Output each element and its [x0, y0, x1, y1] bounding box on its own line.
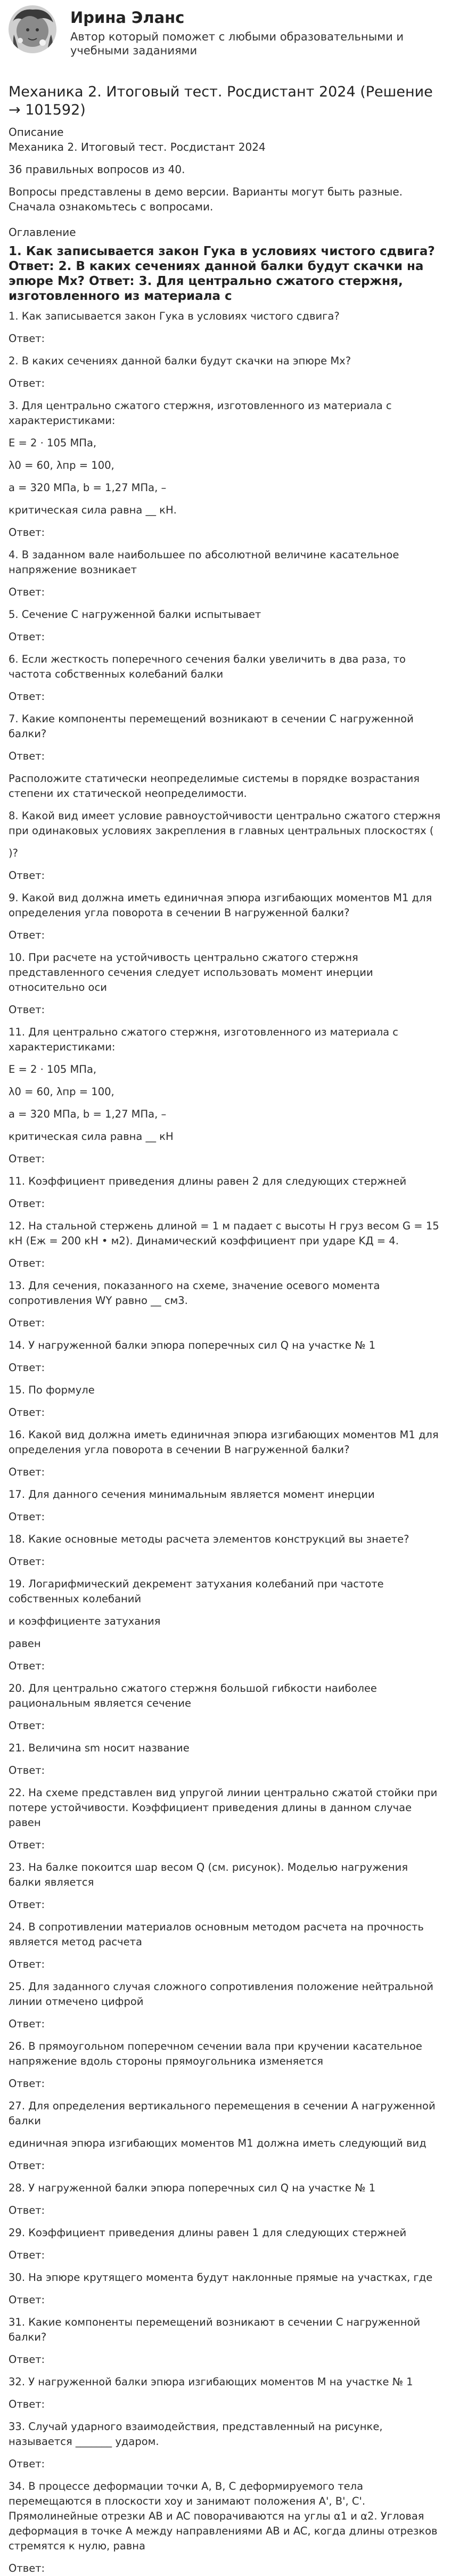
toc-label: Оглавление [9, 226, 76, 239]
question-text: 26. В прямоугольном поперечном сечении вала при кручении касательное напряжение вдоль стороны прямоугольника изменяется [9, 2040, 422, 2067]
question-text: критическая сила равна __ кН. [9, 504, 177, 516]
answer-label: Ответ: [9, 2458, 45, 2470]
question-text: 11. Для центрально сжатого стержня, изготовленного из материала с характеристиками: [9, 1026, 399, 1053]
question-text: 1. Как записывается закон Гука в условиях чистого сдвига? [9, 310, 340, 322]
question-text: 28. У нагруженной балки эпюра поперечных сил Q на участке № 1 [9, 2182, 376, 2194]
question-text: 16. Какой вид должна иметь единичная эпюра изгибающих моментов M1 для определения угла поворота в сечении B нагруженной балки? [9, 1429, 439, 1456]
question-text: 32. У нагруженной балки эпюра изгибающих моментов M на участке № 1 [9, 2376, 413, 2388]
answer-label: Ответ: [9, 929, 45, 941]
author-card [9, 0, 442, 63]
question-text: a = 320 МПа, b = 1,27 МПа, – [9, 1108, 167, 1120]
answer-label: Ответ: [9, 1660, 45, 1672]
demo-note: Вопросы представлены в демо версии. Варианты могут быть разные. Сначала ознакомьтесь с вопросами. [9, 185, 403, 213]
answer-label: Ответ: [9, 2353, 45, 2366]
author-description: Автор который поможет с любыми образовательными и учебными заданиями [70, 30, 404, 57]
question-text: 8. Какой вид имеет условие равноустойчивости центрально сжатого стержня при одинаковых условиях закрепления в главных центральных плоскостях ( [9, 810, 441, 837]
answer-label: Ответ: [9, 1406, 45, 1419]
author-name[interactable]: Ирина Эланс [70, 9, 185, 27]
question-text: λ0 = 60, λпр = 100, [9, 1086, 114, 1098]
question-text: критическая сила равна __ кН [9, 1130, 174, 1143]
question-text: 30. На эпюре крутящего момента будут наклонные прямые на участках, где [9, 2271, 433, 2284]
answer-label: Ответ: [9, 1764, 45, 1776]
answer-label: Ответ: [9, 2077, 45, 2090]
page-title: Механика 2. Итоговый тест. Росдистант 2024 (Решение → 101592) [9, 84, 433, 118]
question-text: E = 2 · 105 МПа, [9, 1063, 97, 1075]
question-text: 12. На стальной стержень длиной = 1 м падает с высоты H груз весом G = 15 кН (Eж = 200 кН • м2). Динамический коэффициент при ударе KД = 4. [9, 1220, 439, 1247]
answer-label: Ответ: [9, 1555, 45, 1568]
question-text: 33. Случай ударного взаимодействия, представленный на рисунке, называется _______ ударом. [9, 2420, 383, 2448]
answer-label: Ответ: [9, 1257, 45, 1269]
author-info [70, 5, 411, 58]
answer-label: Ответ: [9, 332, 45, 345]
question-text: 27. Для определения вертикального перемещения в сечении A нагруженной балки [9, 2100, 436, 2127]
question-text: 18. Какие основные методы расчета элементов конструкций вы знаете? [9, 1533, 409, 1545]
answer-label: Ответ: [9, 2562, 45, 2574]
answer-label: Ответ: [9, 1719, 45, 1732]
question-text: )? [9, 847, 18, 859]
question-text: 3. Для центрально сжатого стержня, изготовленного из материала с характеристиками: [9, 400, 392, 427]
question-text: 9. Какой вид должна иметь единичная эпюра изгибающих моментов M1 для определения угла поворота в сечении B нагруженной балки? [9, 892, 432, 919]
answer-label: Ответ: [9, 690, 45, 703]
answer-label: Ответ: [9, 1153, 45, 1165]
answer-label: Ответ: [9, 2204, 45, 2216]
question-text: 20. Для центрально сжатого стержня большой гибкости наиболее рациональным является сечение [9, 1682, 377, 1709]
answer-label: Ответ: [9, 526, 45, 539]
answer-label: Ответ: [9, 2159, 45, 2172]
answer-label: Ответ: [9, 1958, 45, 1970]
answer-label: Ответ: [9, 2398, 45, 2410]
answer-label: Ответ: [9, 1511, 45, 1523]
question-text: 34. В процессе деформации точки A, B, C деформируемого тела перемещаются в плоскости xoy и занимают положения A', B', C'. Прямолинейные отрезки AB и AC поворачиваются на углы α1 и α2. Угловая деформация в точке A между направлениями AB и AC, когда длины отрезков стремятся к нулю, равна [9, 2480, 438, 2552]
question-text: Расположите статически неопределимые системы в порядке возрастания степени их статической неопределимости. [9, 772, 420, 800]
answer-label: Ответ: [9, 2018, 45, 2030]
question-text: 24. В сопротивлении материалов основным методом расчета на прочность является метод расчета [9, 1921, 424, 1948]
question-text: 19. Логарифмический декремент затухания колебаний при частоте собственных колебаний [9, 1578, 384, 1605]
answer-label: Ответ: [9, 1362, 45, 1374]
avatar-image [9, 5, 56, 53]
question-text: 4. В заданном вале наибольшее по абсолютной величине касательное напряжение возникает [9, 549, 399, 576]
question-text: 25. Для заданного случая сложного сопротивления положение нейтральной линии отмечено цифрой [9, 1980, 433, 2008]
toc-heading[interactable]: 1. Как записывается закон Гука в условиях чистого сдвига?Ответ: 2. В каких сечениях данной балки будут скачки на эпюре Mx? Ответ: 3. Для центрально сжатого стержня, изготовленного из материала с [9, 244, 435, 303]
question-text: 14. У нагруженной балки эпюра поперечных сил Q на участке № 1 [9, 1339, 376, 1351]
question-text: λ0 = 60, λпр = 100, [9, 459, 114, 471]
question-text: a = 320 МПа, b = 1,27 МПа, – [9, 482, 167, 494]
answer-label: Ответ: [9, 377, 45, 389]
question-text: 15. По формуле [9, 1384, 95, 1396]
question-text: 22. На схеме представлен вид упругой линии центрально сжатой стойки при потере устойчивости. Коэффициент приведения длины в данном случае равен [9, 1787, 438, 1829]
description-label: Описание [9, 126, 64, 138]
question-text: 29. Коэффициент приведения длины равен 1 для следующих стержней [9, 2227, 407, 2239]
question-text: 21. Величина sm носит название [9, 1742, 190, 1754]
answer-label: Ответ: [9, 2294, 45, 2306]
author-avatar[interactable] [9, 5, 56, 53]
answer-label: Ответ: [9, 1466, 45, 1478]
question-text: равен [9, 1637, 41, 1650]
questions-list [9, 309, 442, 2576]
question-text: 6. Если жесткость поперечного сечения балки увеличить в два раза, то частота собственных колебаний балки [9, 653, 406, 680]
question-text: 7. Какие компоненты перемещений возникают в сечении C нагруженной балки? [9, 713, 414, 740]
answer-label: Ответ: [9, 750, 45, 762]
answer-label: Ответ: [9, 1898, 45, 1911]
question-text: 10. При расчете на устойчивость центрально сжатого стержня представленного сечения следует использовать момент инерции относительно оси [9, 951, 373, 993]
question-count: 36 правильных вопросов из 40. [9, 163, 185, 176]
answer-label: Ответ: [9, 1317, 45, 1329]
answer-label: Ответ: [9, 1839, 45, 1851]
question-text: E = 2 · 105 МПа, [9, 437, 97, 449]
question-text: 31. Какие компоненты перемещений возникают в сечении C нагруженной балки? [9, 2316, 421, 2343]
answer-label: Ответ: [9, 586, 45, 598]
answer-label: Ответ: [9, 1004, 45, 1016]
answer-label: Ответ: [9, 2249, 45, 2261]
answer-label: Ответ: [9, 631, 45, 643]
question-text: 2. В каких сечениях данной балки будут скачки на эпюре Mx? [9, 355, 351, 367]
description-text: Механика 2. Итоговый тест. Росдистант 2024 [9, 141, 266, 153]
question-text: 5. Сечение C нагруженной балки испытывает [9, 608, 261, 621]
answer-label: Ответ: [9, 869, 45, 882]
question-text: 11. Коэффициент приведения длины равен 2 для следующих стержней [9, 1175, 407, 1187]
question-text: 17. Для данного сечения минимальным является момент инерции [9, 1488, 375, 1501]
question-text: 23. На балке покоится шар весом Q (см. рисунок). Моделью нагружения балки является [9, 1861, 408, 1888]
question-text: 13. Для сечения, показанного на схеме, значение осевого момента сопротивления WY равно __ см3. [9, 1279, 380, 1307]
question-text: и коэффициенте затухания [9, 1615, 161, 1627]
question-text: единичная эпюра изгибающих моментов M1 должна иметь следующий вид [9, 2137, 427, 2149]
answer-label: Ответ: [9, 1197, 45, 1210]
